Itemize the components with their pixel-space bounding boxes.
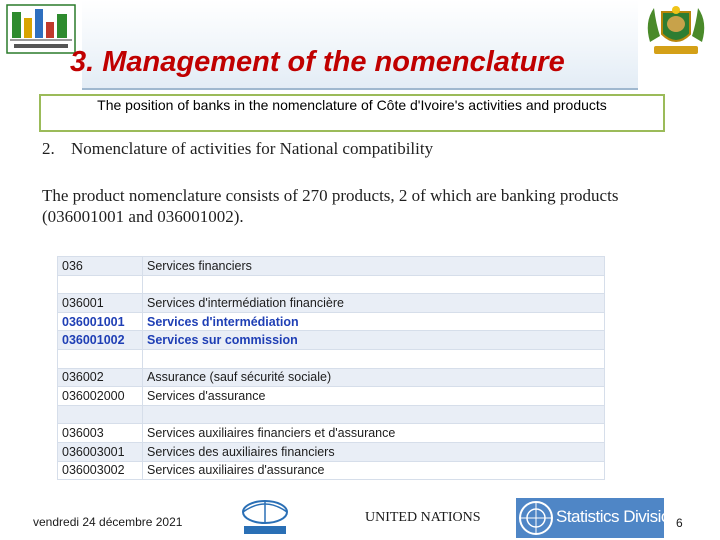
- code-cell: 036: [58, 257, 143, 276]
- label-cell: [143, 349, 605, 368]
- label-cell: Services auxiliaires financiers et d'assurance: [143, 424, 605, 443]
- code-cell: [58, 405, 143, 424]
- statistics-division-banner: [516, 498, 679, 538]
- table-row: [58, 461, 605, 480]
- label-cell: Services des auxiliaires financiers: [143, 442, 605, 461]
- statistics-division-label: Statistics Division: [556, 507, 679, 526]
- label-cell: Services sur commission: [143, 331, 605, 350]
- code-cell: 036003002: [58, 461, 143, 480]
- table-row: [58, 387, 605, 406]
- description-text: The product nomenclature consists of 270 products, 2 of which are banking products (036001001 and 036001002).: [42, 186, 619, 226]
- escwa-logo: [232, 498, 298, 538]
- table-row: [58, 405, 605, 424]
- code-cell: 036001: [58, 294, 143, 313]
- footer-date: vendredi 24 décembre 2021: [33, 515, 183, 529]
- slide-title: 3. Management of the nomenclature: [70, 46, 565, 78]
- label-cell: Services d'intermédiation: [143, 312, 605, 331]
- code-cell: [58, 275, 143, 294]
- section-number: 2.: [42, 139, 55, 158]
- code-cell: 036001002: [58, 331, 143, 350]
- table-row: [58, 442, 605, 461]
- table-row: [58, 368, 605, 387]
- nomenclature-table: [57, 256, 605, 480]
- code-cell: 036003001: [58, 442, 143, 461]
- table-row: [58, 349, 605, 368]
- subtitle-box: The position of banks in the nomenclature of Côte d'Ivoire's activities and products: [39, 94, 665, 132]
- label-cell: Services financiers: [143, 257, 605, 276]
- table-row: [58, 331, 605, 350]
- code-cell: 036002: [58, 368, 143, 387]
- label-cell: Assurance (sauf sécurité sociale): [143, 368, 605, 387]
- code-cell: [58, 349, 143, 368]
- un-organization-label: UNITED NATIONS: [365, 510, 481, 525]
- title-divider: [82, 88, 638, 90]
- institute-logo: [6, 4, 76, 54]
- table-row: [58, 312, 605, 331]
- code-cell: 036001001: [58, 312, 143, 331]
- label-cell: Services d'assurance: [143, 387, 605, 406]
- table-row: [58, 424, 605, 443]
- section-heading: [42, 139, 682, 159]
- code-cell: 036003: [58, 424, 143, 443]
- table-row: [58, 257, 605, 276]
- table-row: [58, 294, 605, 313]
- label-cell: Services d'intermédiation financière: [143, 294, 605, 313]
- table-row: [58, 275, 605, 294]
- label-cell: [143, 405, 605, 424]
- page-number: 6: [676, 516, 683, 530]
- label-cell: [143, 275, 605, 294]
- code-cell: 036002000: [58, 387, 143, 406]
- section-label: Nomenclature of activities for National compatibility: [71, 139, 434, 158]
- un-emblem-icon: [518, 500, 554, 536]
- label-cell: Services auxiliaires d'assurance: [143, 461, 605, 480]
